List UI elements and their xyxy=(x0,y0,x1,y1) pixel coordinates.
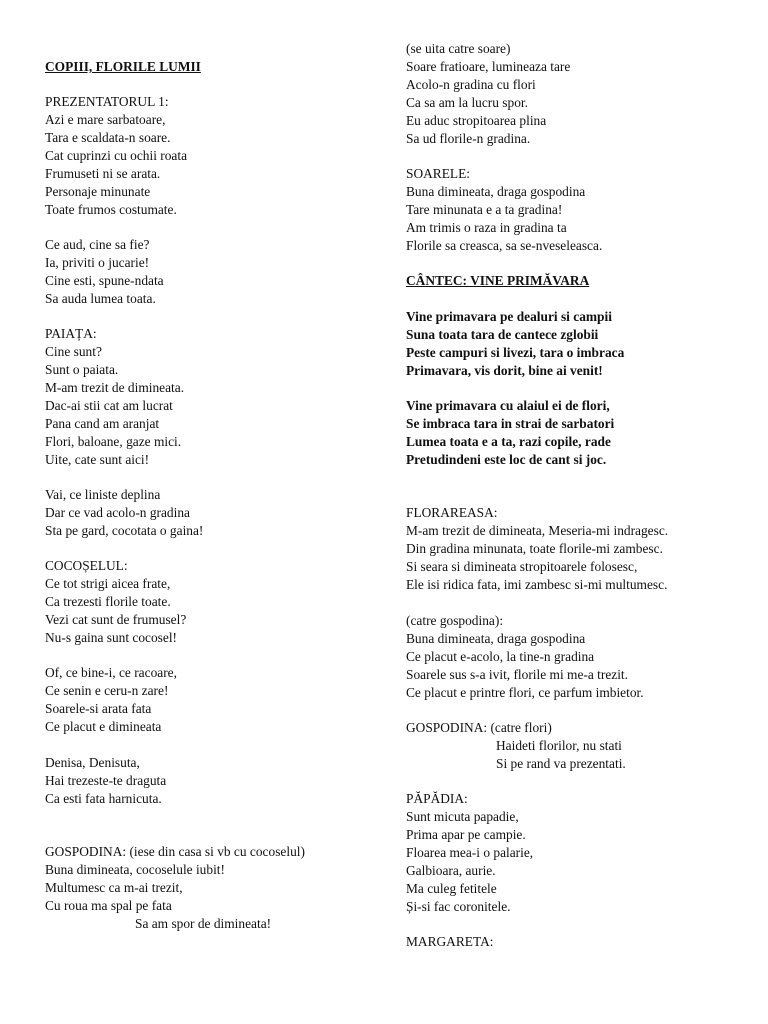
right-text-line: Prima apar pe campie. xyxy=(406,827,526,842)
right-text-line: Tare minunata e a ta gradina! xyxy=(406,202,563,217)
left-text-line: Soarele-si arata fata xyxy=(45,701,152,716)
left-text-line: Dac-ai stii cat am lucrat xyxy=(45,398,173,413)
left-text-line: M-am trezit de dimineata. xyxy=(45,380,185,395)
left-text-line: Tara e scaldata-n soare. xyxy=(45,130,171,145)
right-text-line: SOARELE: xyxy=(406,166,470,181)
left-text-line: PAIAȚA: xyxy=(45,326,97,341)
right-text-line: Ce placut e-acolo, la tine-n gradina xyxy=(406,649,595,664)
left-text-line: Cine esti, spune-ndata xyxy=(45,273,164,288)
left-text-line: Toate frumos costumate. xyxy=(45,202,177,217)
left-text-line: Azi e mare sarbatoare, xyxy=(45,112,166,127)
right-text-line: Soarele sus s-a ivit, florile mi me-a trezit. xyxy=(406,667,628,682)
left-text-line: Ca trezesti florile toate. xyxy=(45,594,171,609)
right-text-line: Din gradina minunata, toate florile-mi zambesc. xyxy=(406,541,663,556)
left-text-line: Sta pe gard, cocotata o gaina! xyxy=(45,523,204,538)
right-text-line: Ce placut e printre flori, ce parfum imbietor. xyxy=(406,685,644,700)
left-text-line: Pana cand am aranjat xyxy=(45,416,160,431)
left-text-line: Of, ce bine-i, ce racoare, xyxy=(45,665,177,680)
right-text-line: M-am trezit de dimineata, Meseria-mi indragesc. xyxy=(406,523,669,538)
left-text-line: Dar ce vad acolo-n gradina xyxy=(45,505,190,520)
left-text-line: Flori, baloane, gaze mici. xyxy=(45,434,182,449)
right-text-line: Buna dimineata, draga gospodina xyxy=(406,631,586,646)
left-text-line: Ca esti fata harnicuta. xyxy=(45,791,162,806)
left-text-line: Ce tot strigi aicea frate, xyxy=(45,576,171,591)
left-text-line: Ce placut e dimineata xyxy=(45,719,162,734)
right-text-line: (se uita catre soare) xyxy=(406,41,511,56)
right-text-line: Se imbraca tara in strai de sarbatori xyxy=(406,416,615,431)
left-text-line: Sunt o paiata. xyxy=(45,362,119,377)
left-text-line: Nu-s gaina sunt cocosel! xyxy=(45,630,178,645)
left-text-line: Buna dimineata, cocoselule iubit! xyxy=(45,862,225,877)
right-text-line: Am trimis o raza in gradina ta xyxy=(406,220,567,235)
left-text-line: Cat cuprinzi cu ochii roata xyxy=(45,148,188,163)
right-text-line: Ele isi ridica fata, imi zambesc si-mi multumesc. xyxy=(406,577,668,592)
right-text-line: Haideti florilor, nu stati xyxy=(496,738,622,753)
right-text-line: Vine primavara pe dealuri si campii xyxy=(406,309,612,324)
right-text-line: Sa ud florile-n gradina. xyxy=(406,131,531,146)
right-text-line: Primavara, vis dorit, bine ai venit! xyxy=(406,363,603,378)
right-text-line: Ma culeg fetitele xyxy=(406,881,497,896)
left-text-line: Hai trezeste-te draguta xyxy=(45,773,167,788)
right-text-line: Sunt micuta papadie, xyxy=(406,809,519,824)
right-text-line: Suna toata tara de cantece zglobii xyxy=(406,327,599,342)
left-text-line: Ia, priviti o jucarie! xyxy=(45,255,150,270)
right-text-line: Și-si fac coronitele. xyxy=(406,899,511,914)
right-text-line: Vine primavara cu alaiul ei de flori, xyxy=(406,398,610,413)
right-text-line: Eu aduc stropitoarea plina xyxy=(406,113,547,128)
right-text-line: Si pe rand va prezentati. xyxy=(496,756,626,771)
right-text-line: Buna dimineata, draga gospodina xyxy=(406,184,586,199)
left-text-line: Denisa, Denisuta, xyxy=(45,755,140,770)
left-text-line: Cu roua ma spal pe fata xyxy=(45,898,172,913)
right-text-line: Lumea toata e a ta, razi copile, rade xyxy=(406,434,611,449)
left-text-line: Ce aud, cine sa fie? xyxy=(45,237,150,252)
right-text-line: Floarea mea-i o palarie, xyxy=(406,845,534,860)
right-text-line: Galbioara, aurie. xyxy=(406,863,496,878)
right-text-line: CÂNTEC: VINE PRIMĂVARA xyxy=(406,273,590,288)
right-text-line: (catre gospodina): xyxy=(406,613,504,628)
right-text-line: Peste campuri si livezi, tara o imbraca xyxy=(406,345,625,360)
left-text-line: GOSPODINA: (iese din casa si vb cu cocoselul) xyxy=(45,844,305,859)
left-text-line: Sa am spor de dimineata! xyxy=(135,916,272,931)
right-text-line: Acolo-n gradina cu flori xyxy=(406,77,536,92)
right-text-line: Pretudindeni este loc de cant si joc. xyxy=(406,452,607,467)
left-text-line: Uite, cate sunt aici! xyxy=(45,452,150,467)
right-text-line: Florile sa creasca, sa se-nveseleasca. xyxy=(406,238,603,253)
left-text-line: PREZENTATORUL 1: xyxy=(45,94,169,109)
left-text-line: Sa auda lumea toata. xyxy=(45,291,156,306)
left-text-line: Frumuseti ni se arata. xyxy=(45,166,161,181)
left-text-line: Ce senin e ceru-n zare! xyxy=(45,683,169,698)
left-text-line: Vai, ce liniste deplina xyxy=(45,487,161,502)
left-text-line: Multumesc ca m-ai trezit, xyxy=(45,880,183,895)
right-text-line: Ca sa am la lucru spor. xyxy=(406,95,528,110)
right-text-line: GOSPODINA: (catre flori) xyxy=(406,720,552,735)
right-text-line: PĂPĂDIA: xyxy=(406,791,468,806)
left-text-line: COCOȘELUL: xyxy=(45,558,128,573)
right-text-line: Si seara si dimineata stropitoarele folosesc, xyxy=(406,559,638,574)
left-text-line: Vezi cat sunt de frumusel? xyxy=(45,612,187,627)
left-text-line: Cine sunt? xyxy=(45,344,102,359)
right-text-line: Soare fratioare, lumineaza tare xyxy=(406,59,571,74)
right-text-line: FLORAREASA: xyxy=(406,505,498,520)
right-text-line: MARGARETA: xyxy=(406,934,494,949)
left-text-line: Personaje minunate xyxy=(45,184,151,199)
left-text-line: COPIII, FLORILE LUMII xyxy=(45,59,201,74)
